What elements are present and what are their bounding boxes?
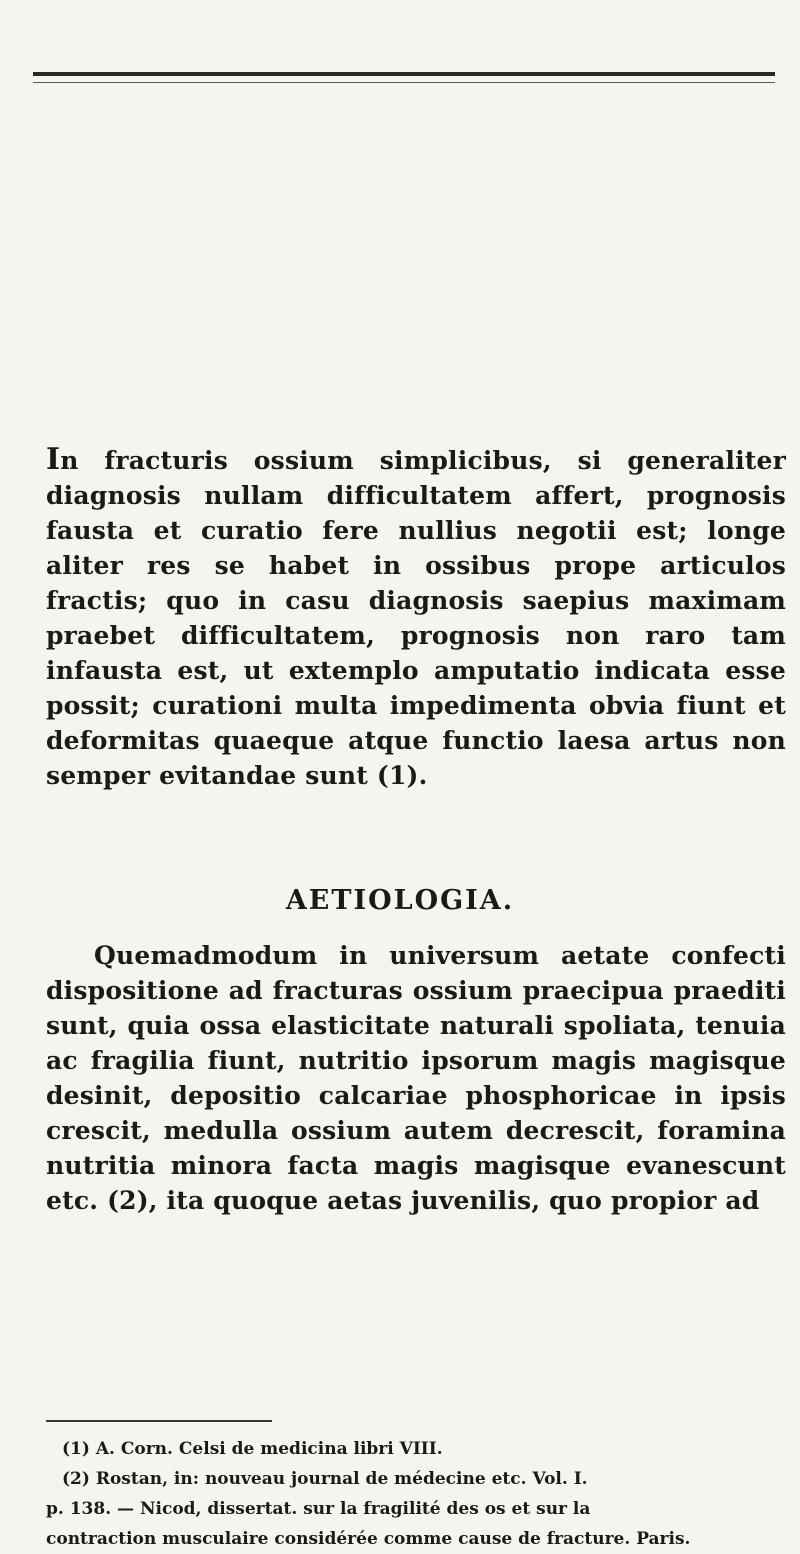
top-border-rule-thin	[33, 82, 775, 83]
initial-letter: I	[46, 442, 61, 477]
footnote-2-continued-2: contraction musculaire considérée comme cause de fracture. Paris.	[46, 1529, 691, 1549]
footnote-2: (2) Rostan, in: nouveau journal de médecine etc. Vol. I.	[62, 1469, 588, 1489]
section-heading: AETIOLOGIA.	[285, 885, 515, 916]
footnote-rule	[46, 1420, 272, 1422]
paragraph-aetiologia: Quemadmodum in universum aetate confecti dispositione ad fracturas ossium praecipua praediti sunt, quia ossa elasticitate naturali spoliata, tenuia ac fragilia fiunt, nutritio ipsorum magis magisque desinit, depositio calcariae phosphoricae in ipsis crescit, medulla ossium autem decrescit, foramina nutritia minora facta magis magisque evanescunt etc. (2), ita quoque aetas juvenilis, quo propior ad	[46, 941, 786, 1215]
paragraph-intro	[46, 442, 786, 793]
footnote-1: (1) A. Corn. Celsi de medicina libri VIII.	[62, 1439, 443, 1459]
footnotes	[46, 1434, 786, 1554]
paragraph-intro-text: n fracturis ossium simplicibus, si generaliter diagnosis nullam difficultatem affert, prognosis fausta et curatio fere nullius negotii est; longe aliter res se habet in ossibus prope articulos fractis; quo in casu diagnosis saepius maximam praebet difficultatem, prognosis non raro tam infausta est, ut extemplo amputatio indicata esse possit; curationi multa impedimenta obvia fiunt et deformitas quaeque atque functio laesa artus non semper evitandae sunt (1).	[46, 446, 786, 790]
top-border-rule	[33, 72, 775, 76]
footnote-2-continued: p. 138. — Nicod, dissertat. sur la fragilité des os et sur la	[46, 1499, 591, 1519]
